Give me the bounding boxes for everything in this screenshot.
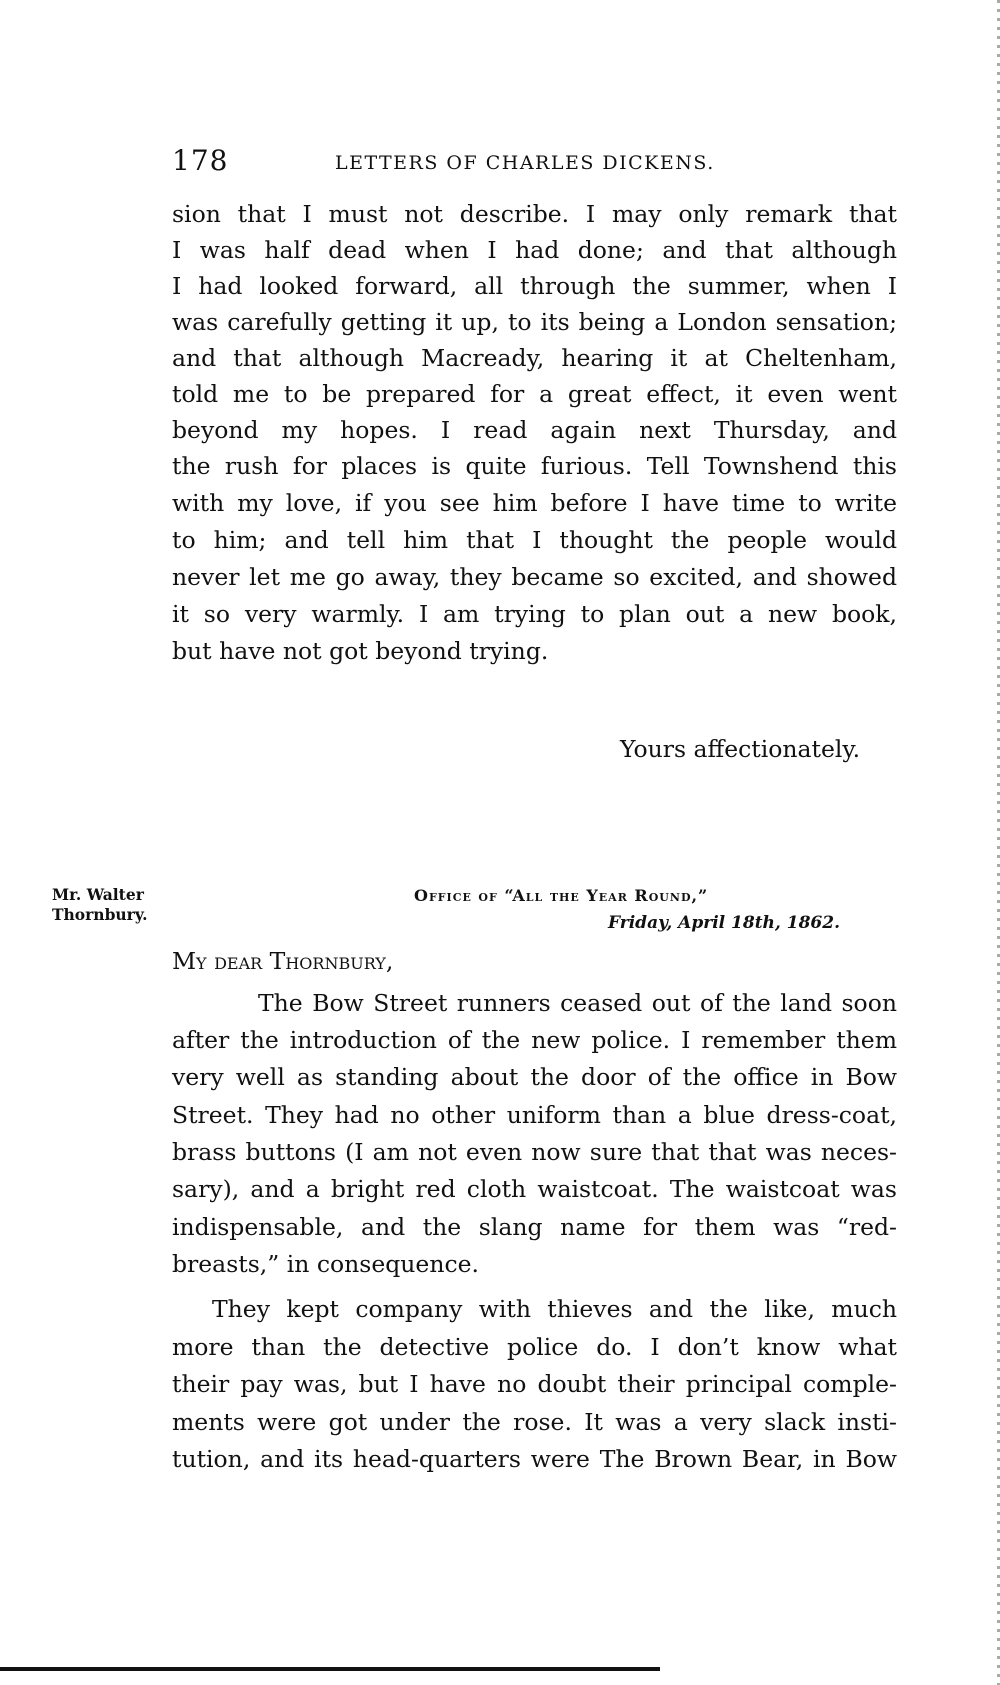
letter1-closing: Yours affectionately. bbox=[620, 735, 861, 763]
letter2-line: more than the detective police do. I don’t know what bbox=[172, 1333, 897, 1361]
page-number: 178 bbox=[172, 144, 229, 177]
letter2-line: indispensable, and the slang name for them was “red- bbox=[172, 1213, 897, 1241]
letter1-line: told me to be prepared for a great effect, it even went bbox=[172, 380, 897, 408]
letter2-line: tution, and its head-quarters were The Brown Bear, in Bow bbox=[172, 1445, 897, 1473]
letter1-line: with my love, if you see him before I have time to write bbox=[172, 489, 897, 517]
letter2-line: ments were got under the rose. It was a very slack insti- bbox=[172, 1408, 897, 1436]
letter1-line: the rush for places is quite furious. Tell Townshend this bbox=[172, 452, 897, 480]
bottom-rule bbox=[0, 1667, 660, 1671]
letter2-line: after the introduction of the new police. I remember them bbox=[172, 1026, 897, 1054]
letter1-line: but have not got beyond trying. bbox=[172, 637, 549, 665]
letter2-line: very well as standing about the door of the office in Bow bbox=[172, 1063, 897, 1091]
running-title: LETTERS OF CHARLES DICKENS. bbox=[335, 152, 715, 174]
letter2-office-address: Office of “All the Year Round,” bbox=[414, 886, 709, 905]
letter1-line: never let me go away, they became so excited, and showed bbox=[172, 563, 897, 591]
letter2-line: They kept company with thieves and the like, much bbox=[212, 1295, 897, 1323]
letter2-date: Friday, April 18th, 1862. bbox=[608, 913, 840, 933]
letter2-line: breasts,” in consequence. bbox=[172, 1250, 480, 1278]
letter1-line: sion that I must not describe. I may only remark that bbox=[172, 200, 897, 228]
letter1-line: beyond my hopes. I read again next Thursday, and bbox=[172, 416, 897, 444]
letter1-line: to him; and tell him that I thought the people would bbox=[172, 526, 897, 554]
recipient-note-line: Thornbury. bbox=[52, 905, 148, 924]
recipient-note-line: Mr. Walter bbox=[52, 885, 144, 904]
letter2-line: brass buttons (I am not even now sure that that was neces- bbox=[172, 1138, 897, 1166]
letter2-line: Street. They had no other uniform than a blue dress-coat, bbox=[172, 1101, 897, 1129]
letter1-line: was carefully getting it up, to its being a London sensation; bbox=[172, 308, 897, 336]
letter1-line: I was half dead when I had done; and that although bbox=[172, 236, 897, 264]
letter2-line: The Bow Street runners ceased out of the land soon bbox=[258, 989, 897, 1017]
letter2-salutation: My dear Thornbury, bbox=[172, 947, 394, 975]
letter2-line: their pay was, but I have no doubt their principal comple- bbox=[172, 1370, 897, 1398]
letter2-line: sary), and a bright red cloth waistcoat. The waistcoat was bbox=[172, 1175, 897, 1203]
letter1-line: it so very warmly. I am trying to plan out a new book, bbox=[172, 600, 897, 628]
letter1-line: and that although Macready, hearing it at Cheltenham, bbox=[172, 344, 897, 372]
letter1-line: I had looked forward, all through the summer, when I bbox=[172, 272, 897, 300]
